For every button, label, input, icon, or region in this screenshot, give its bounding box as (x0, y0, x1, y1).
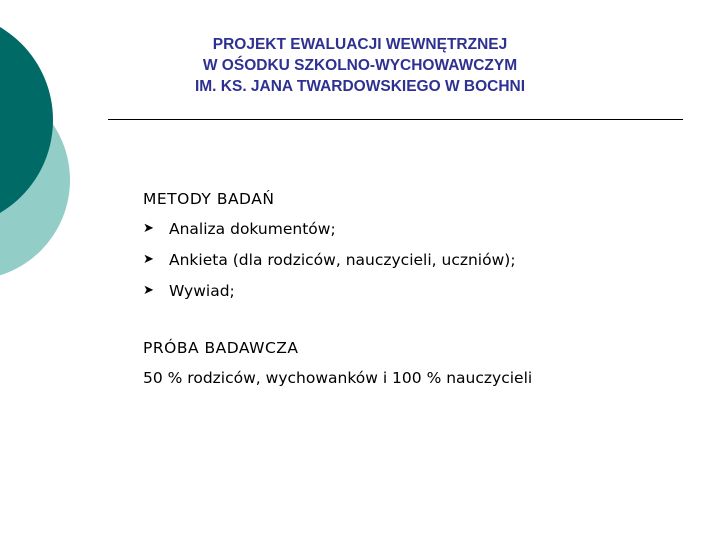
sample-text: 50 % rodziców, wychowanków i 100 % nauczycieli (143, 369, 533, 387)
title-line-3: IM. KS. JANA TWARDOWSKIEGO W BOCHNI (194, 78, 526, 95)
title-line-1: PROJEKT EWALUACJI WEWNĘTRZNEJ (212, 36, 508, 53)
list-item (143, 219, 703, 250)
horizontal-divider (108, 119, 683, 120)
title-line-2: W OŚODKU SZKOLNO-WYCHOWAWCZYM (202, 57, 518, 74)
list-item-text: Analiza dokumentów; (169, 220, 336, 238)
list-item-text: Wywiad; (169, 282, 235, 300)
methods-heading: METODY BADAŃ (143, 190, 275, 208)
list-item-text: Ankieta (dla rodziców, nauczycieli, uczniów); (169, 251, 516, 269)
arrow-bullet-icon: ➤ (143, 283, 154, 298)
decorative-circles (0, 0, 80, 300)
arrow-bullet-icon: ➤ (143, 221, 154, 236)
list-item (143, 250, 703, 281)
arrow-bullet-icon: ➤ (143, 252, 154, 267)
list-item (143, 281, 703, 312)
page-title (110, 34, 610, 97)
slide-content (143, 189, 703, 398)
sample-heading: PRÓBA BADAWCZA (143, 339, 299, 357)
